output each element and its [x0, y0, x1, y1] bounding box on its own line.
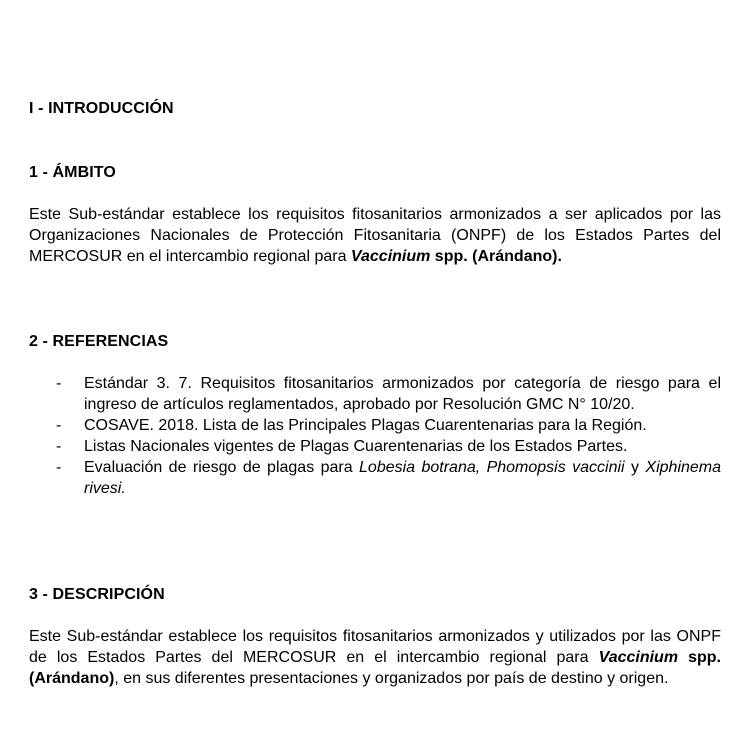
list-item [29, 415, 721, 436]
bullet: - [56, 375, 62, 392]
bullet: - [56, 459, 62, 476]
reference-text: Estándar 3. 7. Requisitos fitosanitarios armonizados por categoría de riesgo para el ingreso de artículos reglamentados, aprobado por Resolución GMC N° 10/20. [84, 375, 721, 413]
reference-text: COSAVE. 2018. Lista de las Principales Plagas Cuarentenarias para la Región. [84, 417, 647, 434]
reference-conjunction: y [624, 459, 646, 476]
ambito-paragraph [29, 204, 721, 267]
ambito-species: spp. (Arándano) [430, 248, 558, 265]
referencias-heading: 2 - REFERENCIAS [29, 333, 169, 350]
list-item [29, 373, 721, 415]
bullet: - [56, 417, 62, 434]
ambito-text: Este Sub-estándar establece los requisitos fitosanitarios armonizados a ser aplicados por las Organizaciones Nacionales de Protección Fitosanitaria (ONPF) de los Estados Partes del MERCOSUR en el intercambio regional para [29, 206, 721, 265]
list-item [29, 436, 721, 457]
list-item [29, 457, 721, 499]
bullet: - [56, 438, 62, 455]
intro-heading: I - INTRODUCCIÓN [29, 100, 174, 117]
ambito-text-end: . [557, 248, 562, 265]
descripcion-heading: 3 - DESCRIPCIÓN [29, 586, 165, 603]
descripcion-species: spp. (Arándano) [29, 649, 722, 687]
descripcion-text-end: , en sus diferentes presentaciones y organizados por país de destino y origen. [114, 670, 669, 687]
descripcion-genus: Vaccinium [598, 649, 679, 666]
reference-species: Xiphinema rivesi. [84, 459, 722, 497]
ambito-genus: Vaccinium [350, 248, 431, 265]
ambito-heading: 1 - ÁMBITO [29, 164, 116, 181]
reference-text: Listas Nacionales vigentes de Plagas Cuarentenarias de los Estados Partes. [84, 438, 628, 455]
reference-text: Evaluación de riesgo de plagas para [84, 459, 360, 476]
descripcion-text: Este Sub-estándar establece los requisitos fitosanitarios armonizados y utilizados por las ONPF de los Estados Partes del MERCOSUR en el intercambio regional para [29, 628, 721, 666]
referencias-list [29, 373, 721, 499]
descripcion-paragraph [29, 626, 721, 689]
reference-species: Lobesia botrana, Phomopsis vaccinii [359, 459, 625, 476]
